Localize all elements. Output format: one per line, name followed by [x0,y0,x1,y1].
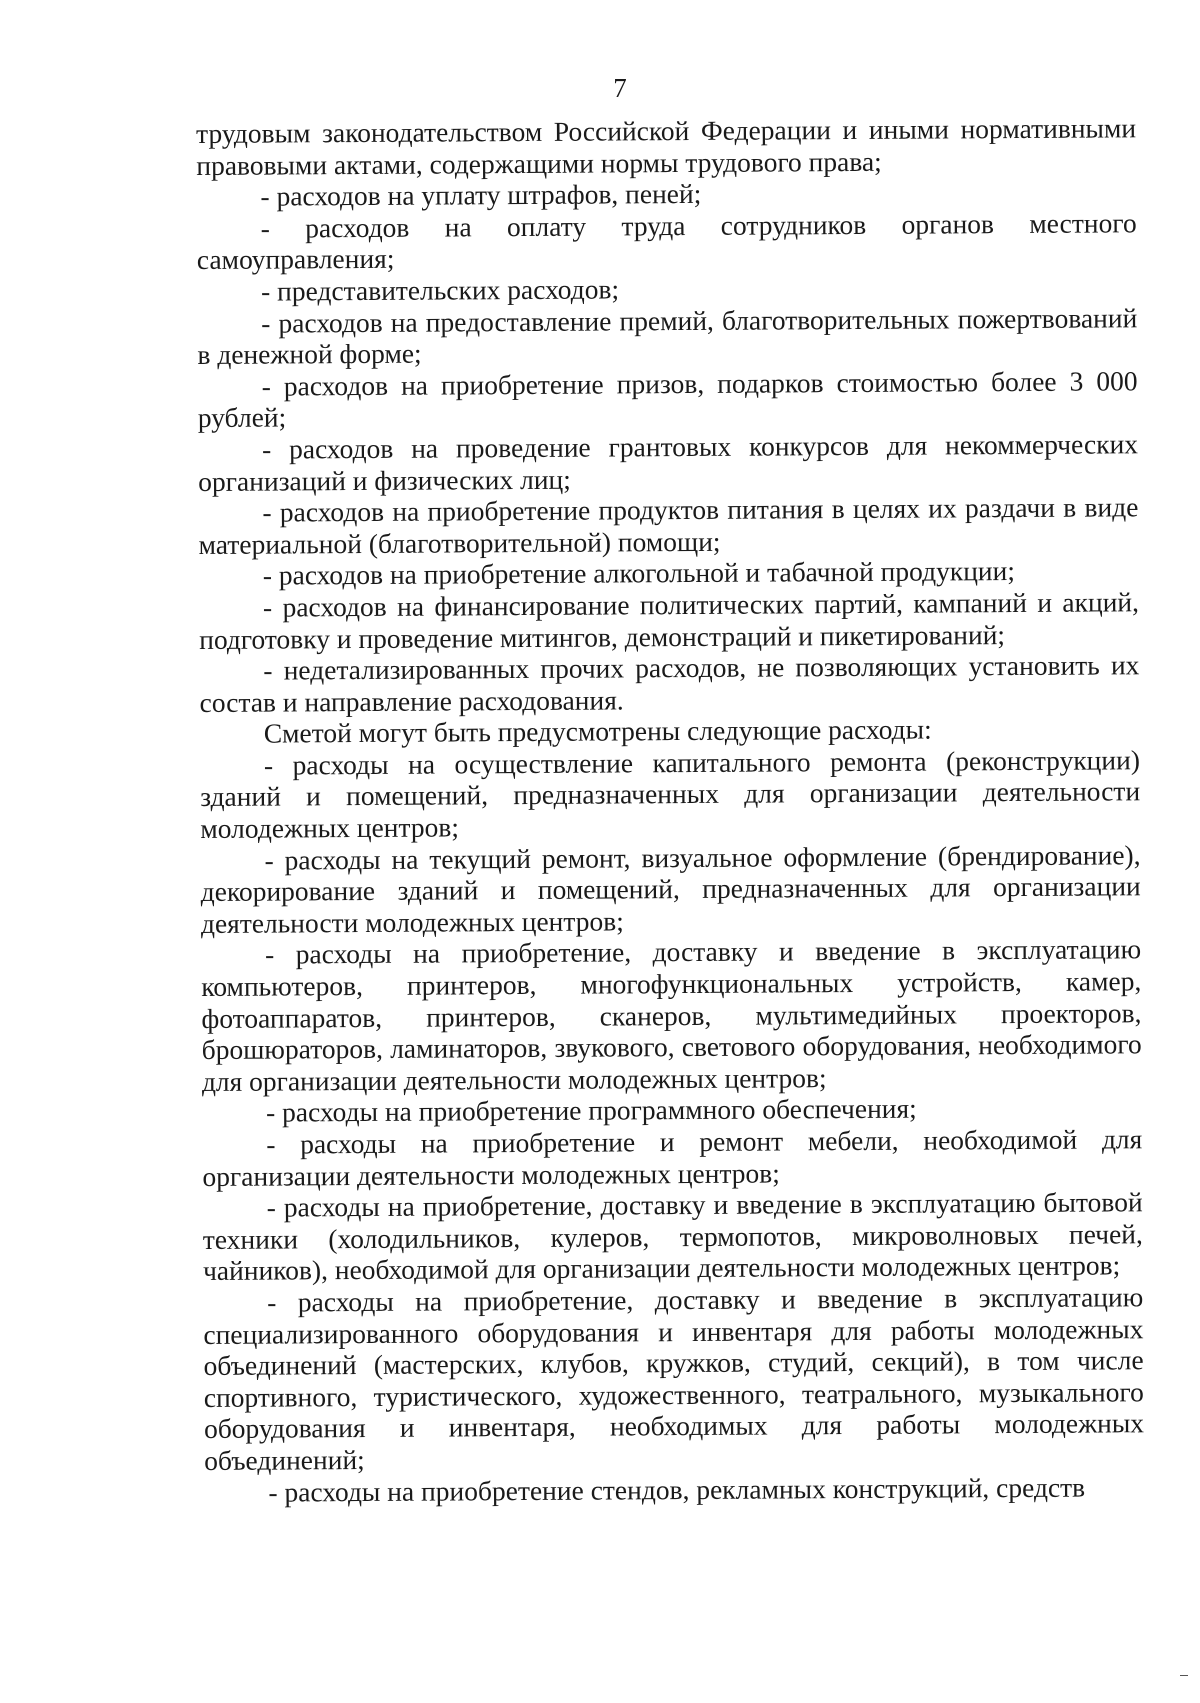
list-item-grants: - расходов на проведение грантовых конкурсов для некоммерческих организаций и физических лиц; [198,428,1139,497]
list-item-equipment: - расходы на приобретение, доставку и введение в эксплуатацию компьютеров, принтеров, многофункциональных устройств, камер, фотоаппаратов, принтеров, сканеров, мультимедийных проекторов, брошюраторов, ламинаторов, звукового, светового оборудования, необходимого для организации деятельности молодежных центров; [201,933,1142,1097]
list-item-representative: - представительских расходов; [260,273,620,307]
list-item-current-repair: - расходы на текущий ремонт, визуальное оформление (брендирование), декорирование зданий и помещений, предназначенных для организации деятельности молодежных центров; [200,838,1141,939]
list-item-food: - расходов на приобретение продуктов питания в целях их раздачи в виде материальной (благотворительной) помощи; [198,491,1139,560]
list-item-undetailed: - недетализированных прочих расходов, не позволяющих установить их состав и направление расходования. [199,649,1140,718]
list-item-staff-salary: - расходов на оплату труда сотрудников органов местного самоуправления; [196,207,1137,276]
list-item-appliances: - расходы на приобретение, доставку и введение в эксплуатацию бытовой техники (холодильников, кулеров, термопотов, микроволновых печей, чайников), необходимой для организации деятельности молодежных центров; [202,1186,1143,1287]
list-item-fines: - расходов на уплату штрафов, пеней; [260,178,702,212]
list-item-alcohol-tobacco: - расходов на приобретение алкогольной и табачной продукции; [262,555,1016,591]
document-body [196,112,1144,1508]
list-item-furniture: - расходы на приобретение и ремонт мебели, необходимой для организации деятельности молодежных центров; [202,1123,1143,1192]
paragraph-continuation: трудовым законодательством Российской Федерации и иными нормативными правовыми актами, содержащими нормы трудового права; [196,112,1137,181]
list-item-capital-repair: - расходы на осуществление капитального ремонта (реконструкции) зданий и помещений, предназначенных для организации деятельности молодежных центров; [200,744,1141,845]
page-number: 7 [613,73,627,103]
section-intro: Сметой могут быть предусмотрены следующие расходы: [263,713,932,749]
list-item-special-equipment: - расходы на приобретение, доставку и введение в эксплуатацию специализированного оборудования и инвентаря для работы молодежных объединений (мастерских, клубов, кружков, студий, секций), в том числе спортивного, туристического, художественного, театрального, музыкального оборудования и инвентаря, необходимых для работы молодежных объединений; [203,1281,1145,1476]
scan-edge-mark [1180,1675,1188,1676]
list-item-software: - расходы на приобретение программного обеспечения; [265,1093,917,1128]
list-item-stands: - расходы на приобретение стендов, рекламных конструкций, средств [268,1471,1086,1508]
list-item-political: - расходов на финансирование политических партий, кампаний и акций, подготовку и проведение митингов, демонстраций и пикетирований; [199,586,1140,655]
list-item-prizes: - расходов на приобретение призов, подарков стоимостью более 3 000 рублей; [197,365,1138,434]
list-item-bonuses: - расходов на предоставление премий, благотворительных пожертвований в денежной форме; [197,301,1138,371]
